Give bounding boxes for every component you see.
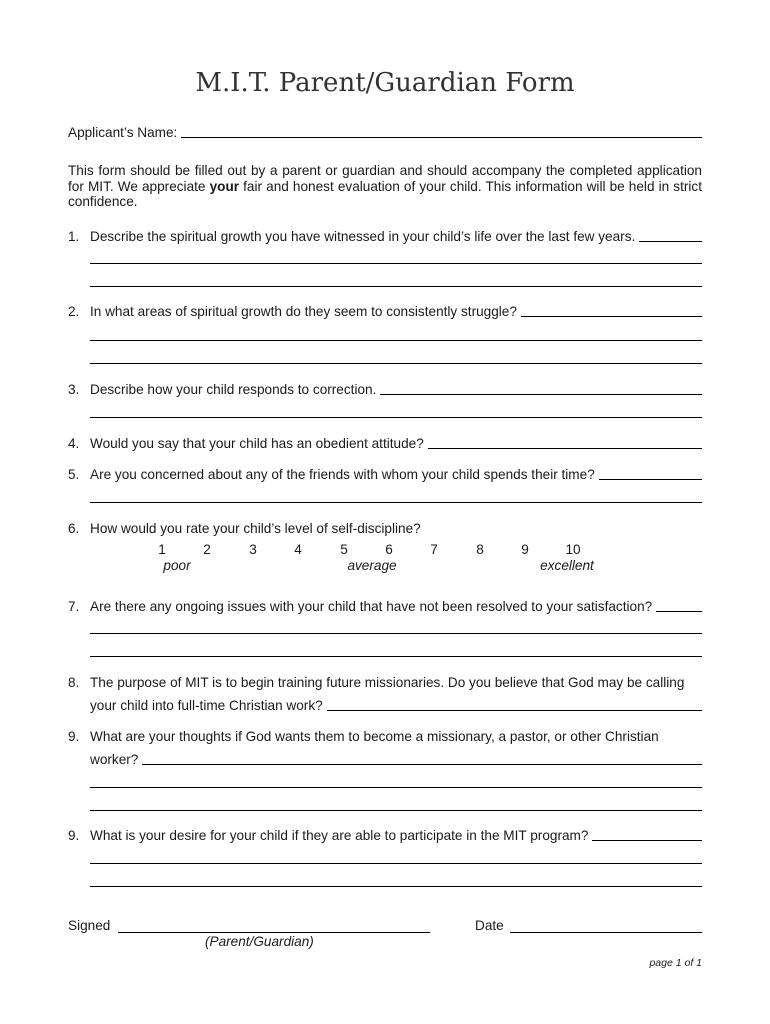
question-10-text: What is your desire for your child if they are able to participate in the MIT program? [90,828,589,843]
signature-field[interactable] [118,932,430,933]
question-7-text: Are there any ongoing issues with your child that have not been resolved to your satisfaction? [90,599,653,614]
question-8-cont [90,695,702,713]
rating-option-7[interactable]: 7 [430,542,438,557]
answer-field[interactable] [327,697,702,711]
rating-option-3[interactable]: 3 [249,542,257,557]
rating-option-5[interactable]: 5 [340,542,348,557]
question-9-text: What are your thoughts if God wants them to become a missionary, a pastor, or other Christian [90,729,659,744]
question-8-text-cont: your child into full-time Christian work? [90,698,323,713]
page-number: page 1 of 1 [649,957,702,969]
question-9: 9. What are your thoughts if God wants them to become a missionary, a pastor, or other Christian [68,726,702,744]
answer-field[interactable] [142,751,702,765]
answer-line[interactable] [90,656,702,657]
answer-line[interactable] [90,340,702,341]
question-5-text: Are you concerned about any of the friends with whom your child spends their time? [90,467,595,482]
answer-field[interactable] [428,435,702,449]
rating-option-10[interactable]: 10 [565,542,581,557]
question-3: 3. Describe how your child responds to correction. [68,379,702,397]
question-10: 9. What is your desire for your child if they are able to participate in the MIT program? [68,825,702,843]
signed-label: Signed [68,918,111,933]
rating-option-1[interactable]: 1 [158,542,166,557]
answer-line[interactable] [90,502,702,503]
rating-scale [0,542,770,576]
question-2: 2. In what areas of spiritual growth do they seem to consistently struggle? [68,301,702,319]
date-field[interactable] [510,932,702,933]
answer-field[interactable] [656,598,702,612]
question-6: 6. How would you rate your child’s level of self-discipline? [68,518,702,536]
question-9-text-cont: worker? [90,752,139,767]
rating-average-label: average [347,558,397,573]
answer-field[interactable] [639,228,702,242]
date-label: Date [475,918,504,933]
answer-line[interactable] [90,286,702,287]
answer-field[interactable] [599,466,702,480]
question-3-text: Describe how your child responds to correction. [90,382,377,397]
question-6-text: How would you rate your child’s level of self-discipline? [90,521,421,536]
rating-poor-label: poor [163,558,191,573]
question-5: 5. Are you concerned about any of the friends with whom your child spends their time? [68,464,702,482]
answer-line[interactable] [90,886,702,887]
question-4: 4. Would you say that your child has an obedient attitude? [68,433,702,451]
question-9-cont [90,749,702,767]
answer-line[interactable] [90,263,702,264]
answer-line[interactable] [90,810,702,811]
rating-option-6[interactable]: 6 [385,542,393,557]
answer-field[interactable] [521,303,702,317]
form-title: M.I.T. Parent/Guardian Form [195,68,575,98]
answer-field[interactable] [380,381,702,395]
question-7: 7. Are there any ongoing issues with your child that have not been resolved to your satisfaction? [68,596,702,614]
rating-excellent-label: excellent [540,558,594,573]
question-8: 8. The purpose of MIT is to begin training future missionaries. Do you believe that God may be calling [68,672,702,690]
signed-caption: (Parent/Guardian) [205,934,314,949]
question-1: 1. Describe the spiritual growth you have witnessed in your child’s life over the last few years. [68,226,702,244]
intro-emphasis: your [209,178,240,194]
answer-line[interactable] [90,787,702,788]
answer-line[interactable] [90,363,702,364]
answer-line[interactable] [90,633,702,634]
question-4-text: Would you say that your child has an obedient attitude? [90,436,424,451]
intro-paragraph: This form should be filled out by a parent or guardian and should accompany the completed application for MIT. We appreciate your fair and honest evaluation of your child. This information will be held in strict confidence. [68,163,702,209]
applicant-name-row [68,122,702,140]
applicant-name-label: Applicant’s Name: [68,125,178,140]
question-1-text: Describe the spiritual growth you have witnessed in your child’s life over the last few years. [90,229,636,244]
applicant-name-field[interactable] [181,124,702,138]
question-8-text: The purpose of MIT is to begin training future missionaries. Do you believe that God may be calling [90,675,685,690]
answer-field[interactable] [592,827,702,841]
rating-option-8[interactable]: 8 [476,542,484,557]
rating-option-4[interactable]: 4 [294,542,302,557]
question-2-text: In what areas of spiritual growth do they seem to consistently struggle? [90,304,517,319]
answer-line[interactable] [90,863,702,864]
rating-option-2[interactable]: 2 [203,542,211,557]
rating-option-9[interactable]: 9 [521,542,529,557]
answer-line[interactable] [90,417,702,418]
